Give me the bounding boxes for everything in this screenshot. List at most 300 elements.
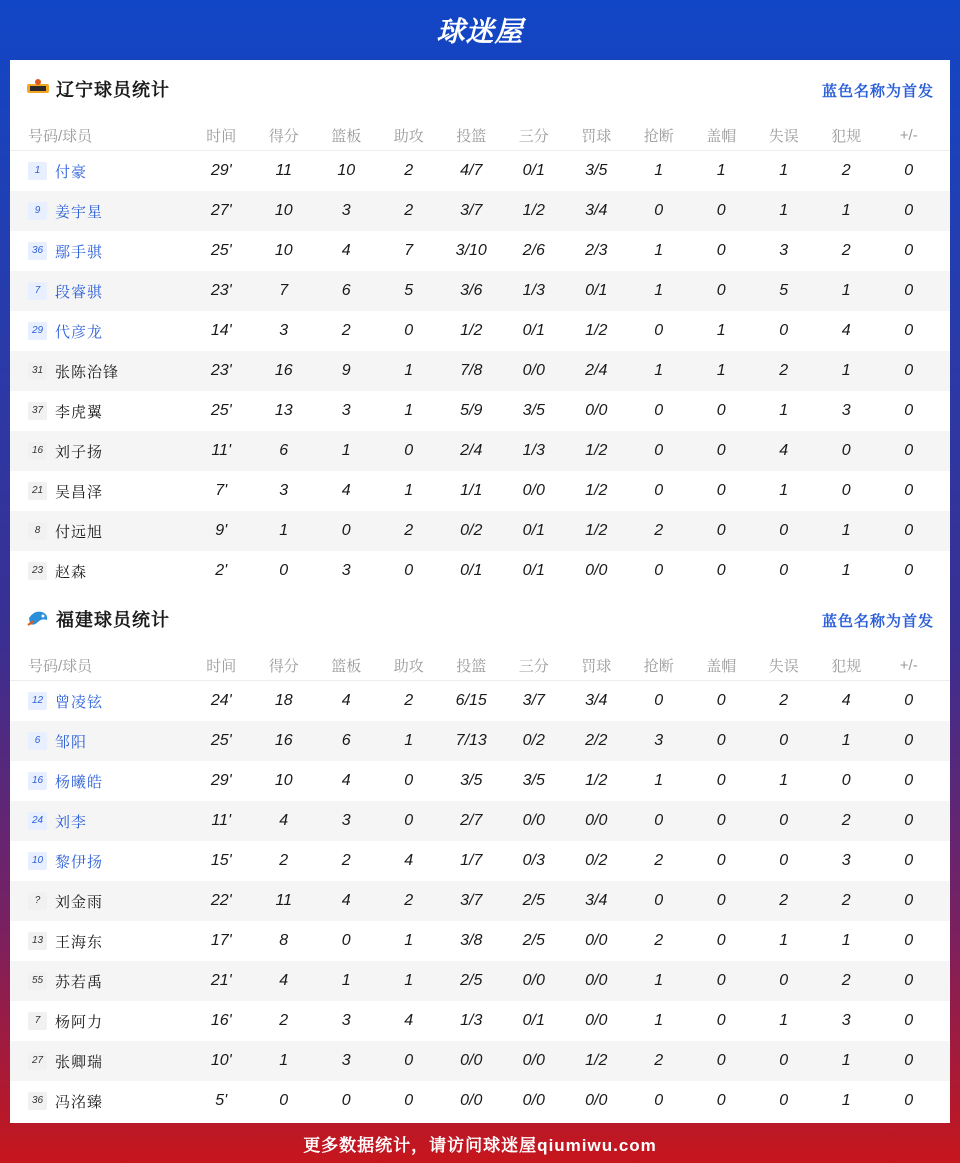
stat-cell: 6 [341, 732, 351, 749]
stat-cell: 25' [210, 402, 232, 419]
stat-cell: 0 [904, 322, 914, 339]
stat-cell: 1 [779, 162, 789, 179]
stat-cell: 7/13 [455, 732, 487, 749]
stat-cell: 0 [904, 1052, 914, 1069]
jersey-number-badge: 16 [28, 772, 47, 790]
stat-cell: 1 [404, 402, 414, 419]
stats-card [10, 60, 950, 1123]
player-name[interactable]: 冯洺臻 [55, 1093, 104, 1111]
stat-cell: 0/0 [585, 402, 608, 419]
stat-cell: 1/2 [585, 772, 608, 789]
stat-cell: 0/0 [585, 932, 608, 949]
stat-cell: 4 [404, 1012, 414, 1029]
site-logo: 球迷屋 [436, 16, 524, 47]
table-row[interactable] [10, 231, 950, 271]
player-name[interactable]: 张陈治锋 [55, 363, 120, 381]
player-cell [10, 361, 190, 382]
player-name[interactable]: 付远旭 [55, 523, 104, 541]
stat-cell: 0 [404, 812, 414, 829]
column-header: 篮板 [331, 657, 362, 675]
column-header: 犯规 [831, 127, 862, 145]
table-row[interactable] [10, 471, 950, 511]
stat-cell: 0 [716, 482, 726, 499]
table-row[interactable] [10, 551, 950, 591]
stat-cell: 0 [654, 402, 664, 419]
stat-cell: 0/1 [460, 562, 483, 579]
stat-cell: 0 [716, 242, 726, 259]
stat-cell: 0 [779, 562, 789, 579]
stat-cell: 0 [904, 892, 914, 909]
stat-cell: 18 [274, 692, 293, 709]
stat-cell: 0/1 [522, 562, 545, 579]
stat-cell: 0/3 [522, 852, 545, 869]
stat-cell: 2 [404, 692, 414, 709]
player-name[interactable]: 吴昌泽 [55, 483, 104, 501]
stat-cell: 0 [716, 522, 726, 539]
stat-cell: 3 [341, 402, 351, 419]
stat-cell: 0 [716, 402, 726, 419]
stat-cell: 22' [210, 892, 232, 909]
stat-cell: 0 [716, 852, 726, 869]
stat-cell: 2 [779, 892, 789, 909]
table-row[interactable] [10, 271, 950, 311]
player-name[interactable]: 刘子扬 [55, 443, 104, 461]
table-row[interactable] [10, 1081, 950, 1121]
starter-legend: 蓝色名称为首发 [821, 83, 934, 100]
jersey-number-badge: 36 [28, 242, 47, 260]
stat-cell: 1 [279, 522, 289, 539]
stat-cell: 1 [654, 972, 664, 989]
stat-cell: 6 [341, 282, 351, 299]
team-logo-icon [26, 608, 50, 628]
column-header-row [10, 120, 950, 151]
jersey-number-badge: 16 [28, 442, 47, 460]
jersey-number-badge: 36 [28, 1092, 47, 1110]
stat-cell: 0 [904, 812, 914, 829]
stat-cell: 2 [654, 852, 664, 869]
stat-cell: 0 [904, 162, 914, 179]
stat-cell: 4 [341, 692, 351, 709]
stat-cell: 0 [654, 442, 664, 459]
stat-cell: 0/0 [522, 1052, 545, 1069]
stat-cell: 29' [210, 162, 232, 179]
player-name[interactable]: 张卿瑞 [55, 1053, 104, 1071]
player-cell [10, 891, 190, 912]
player-cell [10, 561, 190, 582]
stat-cell: 4 [279, 972, 289, 989]
jersey-number-badge: 10 [28, 852, 47, 870]
stat-cell: 0 [716, 892, 726, 909]
stat-cell: 0 [341, 932, 351, 949]
stat-cell: 29' [210, 772, 232, 789]
stat-cell: 0 [779, 1092, 789, 1109]
stat-cell: 2/5 [522, 892, 545, 909]
player-name[interactable]: 姜宇星 [55, 203, 104, 221]
stat-cell: 2/4 [460, 442, 483, 459]
stat-cell: 0 [716, 732, 726, 749]
player-name[interactable]: 杨曦皓 [55, 773, 104, 791]
jersey-number-badge: 1 [28, 162, 47, 180]
stat-cell: 10 [274, 202, 293, 219]
stat-cell: 3 [654, 732, 664, 749]
player-cell [10, 931, 190, 952]
jersey-number-badge: 7 [28, 282, 47, 300]
table-row[interactable] [10, 961, 950, 1001]
stat-cell: 0 [654, 892, 664, 909]
column-header: 投篮 [456, 127, 487, 145]
player-cell [10, 971, 190, 992]
stat-cell: 1/1 [460, 482, 483, 499]
stat-cell: 0 [716, 1012, 726, 1029]
stat-cell: 3 [779, 242, 789, 259]
stat-cell: 9' [215, 522, 228, 539]
player-name[interactable]: 鄢手骐 [55, 243, 104, 261]
player-cell [10, 811, 190, 832]
stat-cell: 1 [654, 362, 664, 379]
table-row[interactable] [10, 681, 950, 721]
stat-cell: 4 [341, 772, 351, 789]
stat-cell: 0 [654, 692, 664, 709]
player-name[interactable]: 段睿骐 [55, 283, 104, 301]
player-cell [10, 1051, 190, 1072]
stat-cell: 1 [841, 562, 851, 579]
stat-cell: 1 [779, 482, 789, 499]
stat-cell: 0 [279, 1092, 289, 1109]
table-row[interactable] [10, 351, 950, 391]
stat-cell: 0 [716, 1052, 726, 1069]
stat-cell: 0 [654, 202, 664, 219]
stat-cell: 23' [210, 282, 232, 299]
stat-cell: 0 [904, 852, 914, 869]
stat-cell: 0 [404, 1092, 414, 1109]
player-rows [10, 151, 950, 591]
stat-cell: 10 [337, 162, 356, 179]
table-row[interactable] [10, 151, 950, 191]
stat-cell: 16 [274, 732, 293, 749]
stat-cell: 0 [404, 1052, 414, 1069]
stat-cell: 2 [841, 812, 851, 829]
column-header: 罚球 [581, 127, 612, 145]
column-header: 罚球 [581, 657, 612, 675]
stat-cell: 0/1 [522, 162, 545, 179]
jersey-number-badge: 8 [28, 522, 47, 540]
player-cell [10, 851, 190, 872]
stat-cell: 3/6 [460, 282, 483, 299]
column-header: 失误 [768, 127, 799, 145]
stat-cell: 0/1 [522, 322, 545, 339]
jersey-number-badge: 29 [28, 322, 47, 340]
stat-cell: 1/3 [522, 282, 545, 299]
column-header: 号码/球员 [28, 657, 93, 675]
player-cell [10, 1011, 190, 1032]
player-cell [10, 731, 190, 752]
stat-cell: 3 [341, 202, 351, 219]
stat-cell: 24' [210, 692, 232, 709]
stat-cell: 21' [210, 972, 232, 989]
stat-cell: 3/4 [585, 892, 608, 909]
stat-cell: 0 [716, 202, 726, 219]
table-row[interactable] [10, 191, 950, 231]
stat-cell: 1/2 [460, 322, 483, 339]
column-header: 盖帽 [706, 657, 737, 675]
column-header: 盖帽 [706, 127, 737, 145]
table-row[interactable] [10, 841, 950, 881]
table-row[interactable] [10, 1041, 950, 1081]
stat-cell: 0 [716, 442, 726, 459]
stat-cell: 1 [779, 932, 789, 949]
table-row[interactable] [10, 511, 950, 551]
stat-cell: 1 [841, 732, 851, 749]
jersey-number-badge: 23 [28, 562, 47, 580]
stat-cell: 3 [341, 1012, 351, 1029]
stat-cell: 2/5 [522, 932, 545, 949]
stat-cell: 4 [341, 242, 351, 259]
stat-cell: 2' [215, 562, 228, 579]
stat-cell: 0/0 [522, 1092, 545, 1109]
stat-cell: 7 [279, 282, 289, 299]
column-header: 失误 [768, 657, 799, 675]
player-name[interactable]: 杨阿力 [55, 1013, 104, 1031]
stat-cell: 0 [779, 322, 789, 339]
player-name[interactable]: 刘金雨 [55, 893, 104, 911]
stat-cell: 10' [210, 1052, 232, 1069]
stat-cell: 0 [716, 692, 726, 709]
player-name[interactable]: 付豪 [55, 163, 88, 181]
footer-link[interactable]: 更多数据统计，请访问球迷屋qiumiwu.com [303, 1135, 657, 1155]
stat-cell: 7' [215, 482, 228, 499]
stat-cell: 1 [716, 162, 726, 179]
stat-cell: 0 [904, 772, 914, 789]
stat-cell: 0 [904, 522, 914, 539]
stat-cell: 0/1 [522, 522, 545, 539]
stat-cell: 0 [279, 562, 289, 579]
stat-cell: 0 [904, 1092, 914, 1109]
player-cell [10, 401, 190, 422]
team-logo-icon [26, 78, 50, 98]
stat-cell: 1/2 [585, 482, 608, 499]
table-row[interactable] [10, 391, 950, 431]
stat-cell: 27' [210, 202, 232, 219]
stat-cell: 3 [841, 402, 851, 419]
stat-cell: 7 [404, 242, 414, 259]
stat-cell: 3 [841, 852, 851, 869]
column-header: 助攻 [393, 127, 424, 145]
stat-cell: 1 [404, 732, 414, 749]
player-name[interactable]: 王海东 [55, 933, 104, 951]
player-name[interactable]: 邹阳 [55, 733, 88, 751]
stat-cell: 4/7 [460, 162, 483, 179]
stat-cell: 0/0 [585, 972, 608, 989]
stat-cell: 3/5 [522, 772, 545, 789]
stat-cell: 1 [841, 1092, 851, 1109]
stat-cell: 1/2 [585, 522, 608, 539]
stat-cell: 0/0 [522, 812, 545, 829]
stat-cell: 0 [716, 772, 726, 789]
stat-cell: 1 [654, 772, 664, 789]
stat-cell: 1 [841, 282, 851, 299]
stat-cell: 25' [210, 732, 232, 749]
stat-cell: 0 [654, 322, 664, 339]
stat-cell: 2 [841, 242, 851, 259]
stat-cell: 2 [279, 1012, 289, 1029]
column-header: 得分 [268, 657, 299, 675]
column-header: 助攻 [393, 657, 424, 675]
stat-cell: 2 [779, 362, 789, 379]
stat-cell: 0/0 [522, 972, 545, 989]
table-row[interactable] [10, 921, 950, 961]
stat-cell: 1 [779, 202, 789, 219]
stat-cell: 1 [654, 1012, 664, 1029]
stat-cell: 2 [779, 692, 789, 709]
stat-cell: 0 [779, 852, 789, 869]
player-cell [10, 241, 190, 262]
stat-cell: 10 [274, 242, 293, 259]
starter-legend: 蓝色名称为首发 [821, 613, 934, 630]
table-row[interactable] [10, 721, 950, 761]
column-header-row [10, 650, 950, 681]
stat-cell: 17' [210, 932, 232, 949]
stat-cell: 1 [279, 1052, 289, 1069]
player-cell [10, 281, 190, 302]
stat-cell: 0 [716, 1092, 726, 1109]
stat-cell: 0 [654, 482, 664, 499]
stat-cell: 1 [779, 772, 789, 789]
stat-cell: 0/2 [460, 522, 483, 539]
stat-cell: 0/1 [585, 282, 608, 299]
table-row[interactable] [10, 761, 950, 801]
stat-cell: 1 [341, 972, 351, 989]
stat-cell: 1 [654, 162, 664, 179]
jersey-number-badge: 24 [28, 812, 47, 830]
stat-cell: 3/4 [585, 202, 608, 219]
stat-cell: 1 [716, 322, 726, 339]
table-row[interactable] [10, 881, 950, 921]
stat-cell: 1/2 [585, 442, 608, 459]
stat-cell: 0 [404, 442, 414, 459]
stat-cell: 0 [904, 692, 914, 709]
stat-cell: 2/5 [460, 972, 483, 989]
player-name[interactable]: 苏若禹 [55, 973, 104, 991]
player-cell [10, 521, 190, 542]
stat-cell: 25' [210, 242, 232, 259]
stat-cell: 0/2 [522, 732, 545, 749]
team-header [10, 60, 950, 120]
column-header: 三分 [518, 127, 549, 145]
player-cell [10, 771, 190, 792]
player-rows [10, 681, 950, 1121]
stat-cell: 6/15 [455, 692, 487, 709]
stat-cell: 16 [274, 362, 293, 379]
table-row[interactable] [10, 801, 950, 841]
player-cell [10, 321, 190, 342]
stat-cell: 0/0 [585, 562, 608, 579]
jersey-number-badge: 6 [28, 732, 47, 750]
stat-cell: 2 [341, 322, 351, 339]
jersey-number-badge: 9 [28, 202, 47, 220]
stat-cell: 0 [716, 562, 726, 579]
player-name[interactable]: 黎伊扬 [55, 853, 104, 871]
jersey-number-badge: 12 [28, 692, 47, 710]
stat-cell: 14' [210, 322, 232, 339]
stat-cell: 0 [904, 242, 914, 259]
table-row[interactable] [10, 431, 950, 471]
stat-cell: 9 [341, 362, 351, 379]
stat-cell: 0/0 [460, 1052, 483, 1069]
stat-cell: 1 [716, 362, 726, 379]
stat-cell: 0 [904, 972, 914, 989]
stat-cell: 16' [210, 1012, 232, 1029]
stat-cell: 1/7 [460, 852, 483, 869]
stat-cell: 0 [904, 442, 914, 459]
stat-cell: 1 [404, 932, 414, 949]
stat-cell: 6 [279, 442, 289, 459]
player-name[interactable]: 李虎翼 [55, 403, 104, 421]
player-cell [10, 161, 190, 182]
table-row[interactable] [10, 1001, 950, 1041]
stat-cell: 3/8 [460, 932, 483, 949]
stat-cell: 0 [841, 442, 851, 459]
player-name[interactable]: 赵森 [55, 563, 88, 581]
stat-cell: 0 [904, 202, 914, 219]
stat-cell: 4 [341, 892, 351, 909]
stat-cell: 0 [716, 282, 726, 299]
player-name[interactable]: 曾凌铉 [55, 693, 104, 711]
stat-cell: 1 [841, 522, 851, 539]
stat-cell: 4 [779, 442, 789, 459]
column-header: 抢断 [643, 657, 674, 675]
stat-cell: 3/7 [522, 692, 545, 709]
stat-cell: 1 [841, 1052, 851, 1069]
stat-cell: 0 [341, 522, 351, 539]
stat-cell: 3 [841, 1012, 851, 1029]
player-name[interactable]: 刘李 [55, 813, 88, 831]
stat-cell: 3 [279, 482, 289, 499]
stat-cell: 7/8 [460, 362, 483, 379]
stat-cell: 8 [279, 932, 289, 949]
stat-cell: 0 [654, 562, 664, 579]
stat-cell: 0 [654, 1092, 664, 1109]
stat-cell: 0/0 [585, 1092, 608, 1109]
player-cell [10, 1091, 190, 1112]
stat-cell: 0 [904, 1012, 914, 1029]
stat-cell: 1/2 [585, 1052, 608, 1069]
stat-cell: 0/0 [460, 1092, 483, 1109]
stat-cell: 0 [404, 322, 414, 339]
stat-cell: 0 [716, 972, 726, 989]
stat-cell: 0 [779, 972, 789, 989]
jersey-number-badge: 55 [28, 972, 47, 990]
stat-cell: 1/2 [585, 322, 608, 339]
stat-cell: 5' [215, 1092, 228, 1109]
team-title: 福建球员统计 [56, 610, 170, 630]
stat-cell: 5/9 [460, 402, 483, 419]
stat-cell: 2 [841, 892, 851, 909]
jersey-number-badge: 27 [28, 1052, 47, 1070]
stat-cell: 3/7 [460, 892, 483, 909]
stat-cell: 1 [841, 202, 851, 219]
stat-cell: 11' [211, 812, 232, 829]
player-name[interactable]: 代彦龙 [55, 323, 104, 341]
stat-cell: 2 [279, 852, 289, 869]
jersey-number-badge: 21 [28, 482, 47, 500]
stat-cell: 1 [841, 362, 851, 379]
stat-cell: 4 [341, 482, 351, 499]
stat-cell: 0 [841, 772, 851, 789]
stat-cell: 2/7 [460, 812, 483, 829]
stat-cell: 3/7 [460, 202, 483, 219]
table-row[interactable] [10, 311, 950, 351]
stat-cell: 11' [211, 442, 232, 459]
